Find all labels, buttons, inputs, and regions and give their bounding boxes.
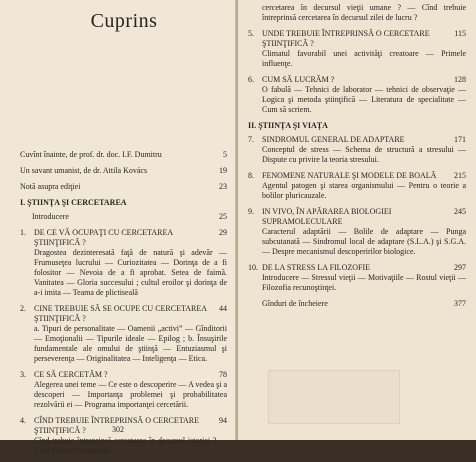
toc-chapter[interactable] (20, 228, 227, 298)
chapter-summary: Conceptul de stress — Schema de structură a stresului — Dispute cu privire la teoria stresului. (262, 145, 466, 164)
chapter-title: UNDE TREBUIE ÎNTREPRINSĂ O CERCETARE ŞTIINŢIFICĂ ? (262, 29, 430, 48)
toc-chapter[interactable] (248, 29, 466, 69)
chapter-summary: Dragostea dezinteresată faţă de natură şi adevăr — Frumuseţea lucrului — Curiozitatea — Dorinţa de a fi folositor — Nevoia de a fi aprobat. Setea de faimă. Vanitatea — Gloria succesului ; cultul eroilor şi dorinţa de a-i imita — Teama de plictiseală (34, 248, 227, 297)
chapter-number: 6. (248, 75, 254, 84)
toc-entry-closing[interactable] (248, 299, 466, 309)
chapter-title: CINE TREBUIE SĂ SE OCUPE CU CERCETAREA ŞTIINŢIFICĂ ? (34, 304, 207, 323)
toc-entry-foreword[interactable] (20, 150, 227, 160)
chapter-summary: Alegerea unei teme — Ce este o descoperire — A vedea şi a descoperi — Importanţa problemei şi probabilitatea rezolvării ei — Programa importanţei cercetării. (34, 380, 227, 409)
chapter-page: 115 (454, 29, 466, 38)
chapter-page: 78 (219, 370, 227, 379)
toc-entry-label: Introducere (32, 212, 69, 221)
chapter-page: 128 (454, 75, 466, 84)
left-page (0, 0, 236, 455)
chapter-title: FENOMENE NATURALE ŞI MODELE DE BOALĂ (262, 171, 437, 180)
chapter-title: DE CE VĂ OCUPAŢI CU CERCETAREA ŞTIINŢIFICĂ ? (34, 228, 173, 247)
chapter-title: CÎND TREBUIE ÎNTREPRINSĂ O CERCETARE ŞTIINŢIFICĂ ? (34, 416, 199, 435)
chapter-page: 297 (454, 263, 466, 272)
toc-entry-label: Notă asupra ediţiei (20, 182, 81, 191)
chapter-title: IN VIVO, ÎN APĂRAREA BIOLOGIEI SUPRAMOLECULARE (262, 207, 392, 226)
chapter-title: DE LA STRESS LA FILOZOFIE (262, 263, 371, 272)
chapter-number: 3. (20, 370, 26, 379)
chapter-number: 2. (20, 304, 26, 313)
chapter-title: SINDROMUL GENERAL DE ADAPTARE (262, 135, 405, 144)
chapter-number: 4. (20, 416, 26, 425)
chapter-page: 29 (219, 228, 227, 237)
chapter-number: 8. (248, 171, 254, 180)
chapter-summary: Introducere — Stressul vieţii — Motivaţiile — Rostul vieţii — Filozofia recunoştinţei. (262, 273, 466, 292)
toc-chapter[interactable] (248, 171, 466, 201)
chapter-number: 7. (248, 135, 254, 144)
toc-entry-edition-note[interactable] (20, 182, 227, 192)
toc-chapter[interactable] (248, 263, 466, 293)
chapter-summary: Agentul patogen şi starea organismului — Pentru o teorie a bolilor pluricauzale. (262, 181, 466, 200)
chapter-summary: Climatul favorabil unei activităţi creatoare — Primele influenţe. (262, 49, 466, 68)
chapter-summary-continued: cercetarea în decursul vieţii umane ? — Cînd trebuie întreprinsă cercetarea în decursul zilei de lucru ? (262, 3, 466, 22)
chapter-title: CE SĂ CERCETĂM ? (34, 370, 108, 379)
toc-entry-label: Gînduri de încheiere (262, 299, 328, 308)
chapter-title: CUM SĂ LUCRĂM ? (262, 75, 335, 84)
chapter-summary: O fabulă — Tehnici de laborator — tehnici de observaţie — Logica şi metoda ştiinţifică — Literatura de specialitate — Cum să scriem. (262, 85, 466, 114)
toc-entry-page: 377 (454, 299, 466, 308)
toc-entry-page: 25 (219, 212, 227, 221)
toc-entry-label: Cuvînt înainte, de prof. dr. doc. I.F. Dumitru (20, 150, 162, 159)
chapter-number: 1. (20, 228, 26, 237)
toc-chapter[interactable] (20, 370, 227, 410)
toc-entry-introduction[interactable] (20, 212, 227, 222)
toc-entry-page: 19 (219, 166, 227, 175)
chapter-page: 44 (219, 304, 227, 313)
toc-entry-page: 23 (219, 182, 227, 191)
chapter-page: 94 (219, 416, 227, 425)
part-heading: II. ŞTIINŢA ŞI VIAŢA (248, 121, 328, 130)
toc-right (248, 3, 466, 315)
contents-title: Cuprins (90, 10, 158, 32)
faded-library-stamp (268, 370, 400, 424)
chapter-page: 215 (454, 171, 466, 180)
chapter-summary: Caracterul adaptării — Bolile de adaptare — Punga subcutanată — Sindromul local de adaptare (S.L.A.) şi S.G.A. — Despre mecanismul descoperirilor biologice. (262, 227, 466, 256)
chapter-summary: a. Tipuri de personalitate — Oamenii „activi” — Gînditorii — Emoţionalii — Tipurile ideale — Epilog ; b. Însuşirile fundamentale ale omului de ştiinţă — Entuziasmul şi perseverenţa — Originalitatea — Inteligenţa — Etica. (34, 324, 227, 363)
chapter-page: 171 (454, 135, 466, 144)
toc-chapter[interactable] (248, 207, 466, 257)
chapter-summary: Cînd trebuie întreprinsă cercetarea în decursul istoriei ? — Cînd trebuie întreprinsă (34, 436, 227, 455)
chapter-number: 5. (248, 29, 254, 38)
toc-left (20, 150, 227, 462)
toc-entry-page: 5 (223, 150, 227, 159)
toc-chapter[interactable] (20, 304, 227, 364)
chapter-number: 9. (248, 207, 254, 216)
part-heading: I. ŞTIINŢA ŞI CERCETAREA (20, 198, 127, 207)
toc-chapter[interactable] (20, 416, 227, 456)
toc-entry-label: Un savant umanist, de dr. Attila Kovács (20, 166, 148, 175)
toc-entry-humanist[interactable] (20, 166, 227, 176)
chapter-page: 245 (454, 207, 466, 216)
chapter-number: 10. (248, 263, 258, 272)
toc-chapter[interactable] (248, 135, 466, 165)
toc-chapter[interactable] (248, 75, 466, 115)
page-number: 302 (112, 425, 124, 434)
